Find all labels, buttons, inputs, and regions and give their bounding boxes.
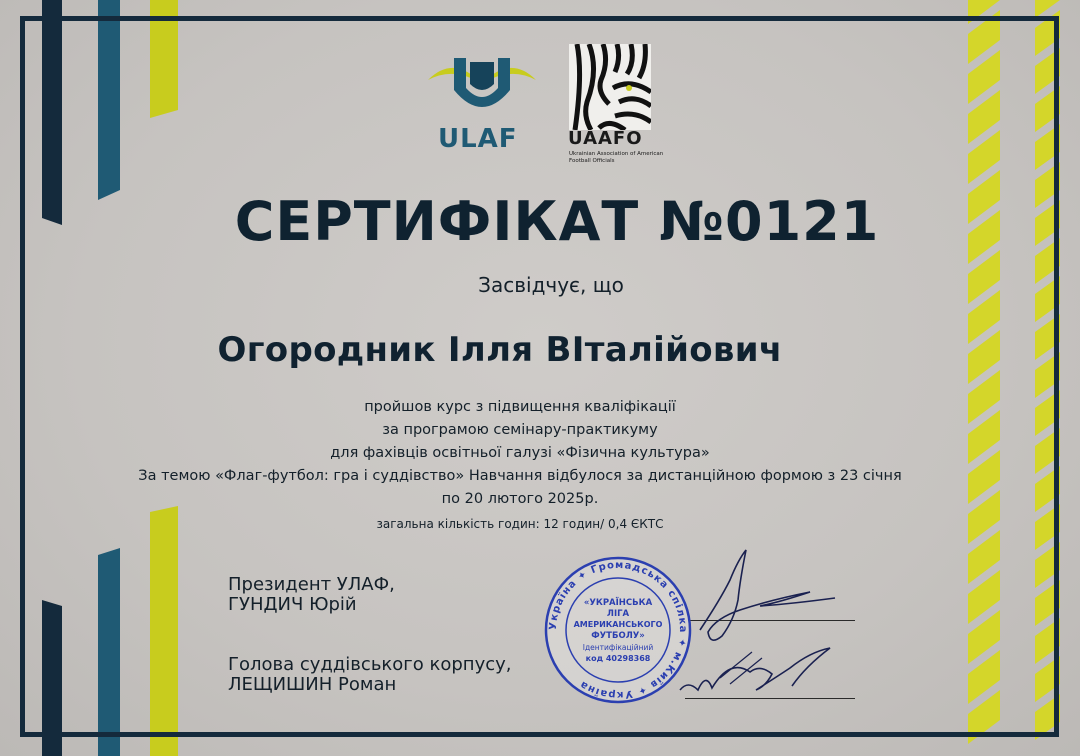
certificate-number: №0121 xyxy=(659,190,880,253)
certifies-line xyxy=(0,273,1080,297)
logo-area xyxy=(418,44,678,174)
certificate-title xyxy=(0,190,1080,253)
ulaf-logo-text: ULAF xyxy=(438,124,518,154)
signatory-president xyxy=(228,575,395,615)
handwritten-signatures-icon xyxy=(660,540,880,720)
stamp-outer-text: Україна ✦ Громадська спілка ✦ м.Київ ✦ Україна xyxy=(547,559,689,701)
uaafo-logo-text: UAAFO xyxy=(568,128,643,149)
stamp-line: код 40298368 xyxy=(585,654,651,663)
ulaf-logo-icon xyxy=(424,44,544,124)
stamp-line: «УКРАЇНСЬКА xyxy=(583,598,653,608)
course-line: за програмою семінару-практикуму xyxy=(382,422,658,438)
signatory-referee-head xyxy=(228,655,512,695)
course-description xyxy=(40,396,1000,536)
stamp-line: Ідентифікаційний xyxy=(582,643,654,652)
stamp-line: ФУТБОЛУ» xyxy=(591,631,645,641)
stamp-line: ЛІГА xyxy=(606,609,630,619)
zebra-logo-icon xyxy=(569,44,651,130)
course-line: для фахівців освітньої галузі «Фізична культура» xyxy=(330,445,710,461)
course-line: пройшов курс з підвищення кваліфікації xyxy=(364,399,676,415)
course-hours: загальна кількість годин: 12 годин/ 0,4 ЄКТС xyxy=(376,517,664,531)
certificate-title-word: СЕРТИФІКАТ xyxy=(234,190,640,253)
signatory-name: ГУНДИЧ Юрій xyxy=(228,594,357,615)
uaafo-logo-subtitle: Ukrainian Association of American Football Officials xyxy=(569,151,664,164)
certifies-text: Засвідчує, що xyxy=(478,273,624,297)
course-line: За темою «Флаг-футбол: гра і суддівство» Навчання відбулося за дистанційною формою з 23 січня xyxy=(138,468,902,484)
signatory-title: Голова суддівського корпусу, xyxy=(228,654,512,675)
recipient-name: Огородник Ілля ВІталійович xyxy=(217,330,783,370)
signatory-title: Президент УЛАФ, xyxy=(228,574,395,595)
course-line: по 20 лютого 2025р. xyxy=(441,491,599,507)
signatory-name: ЛЕЩИШИН Роман xyxy=(228,674,397,695)
stamp-line: АМЕРИКАНСЬКОГО xyxy=(573,620,663,629)
